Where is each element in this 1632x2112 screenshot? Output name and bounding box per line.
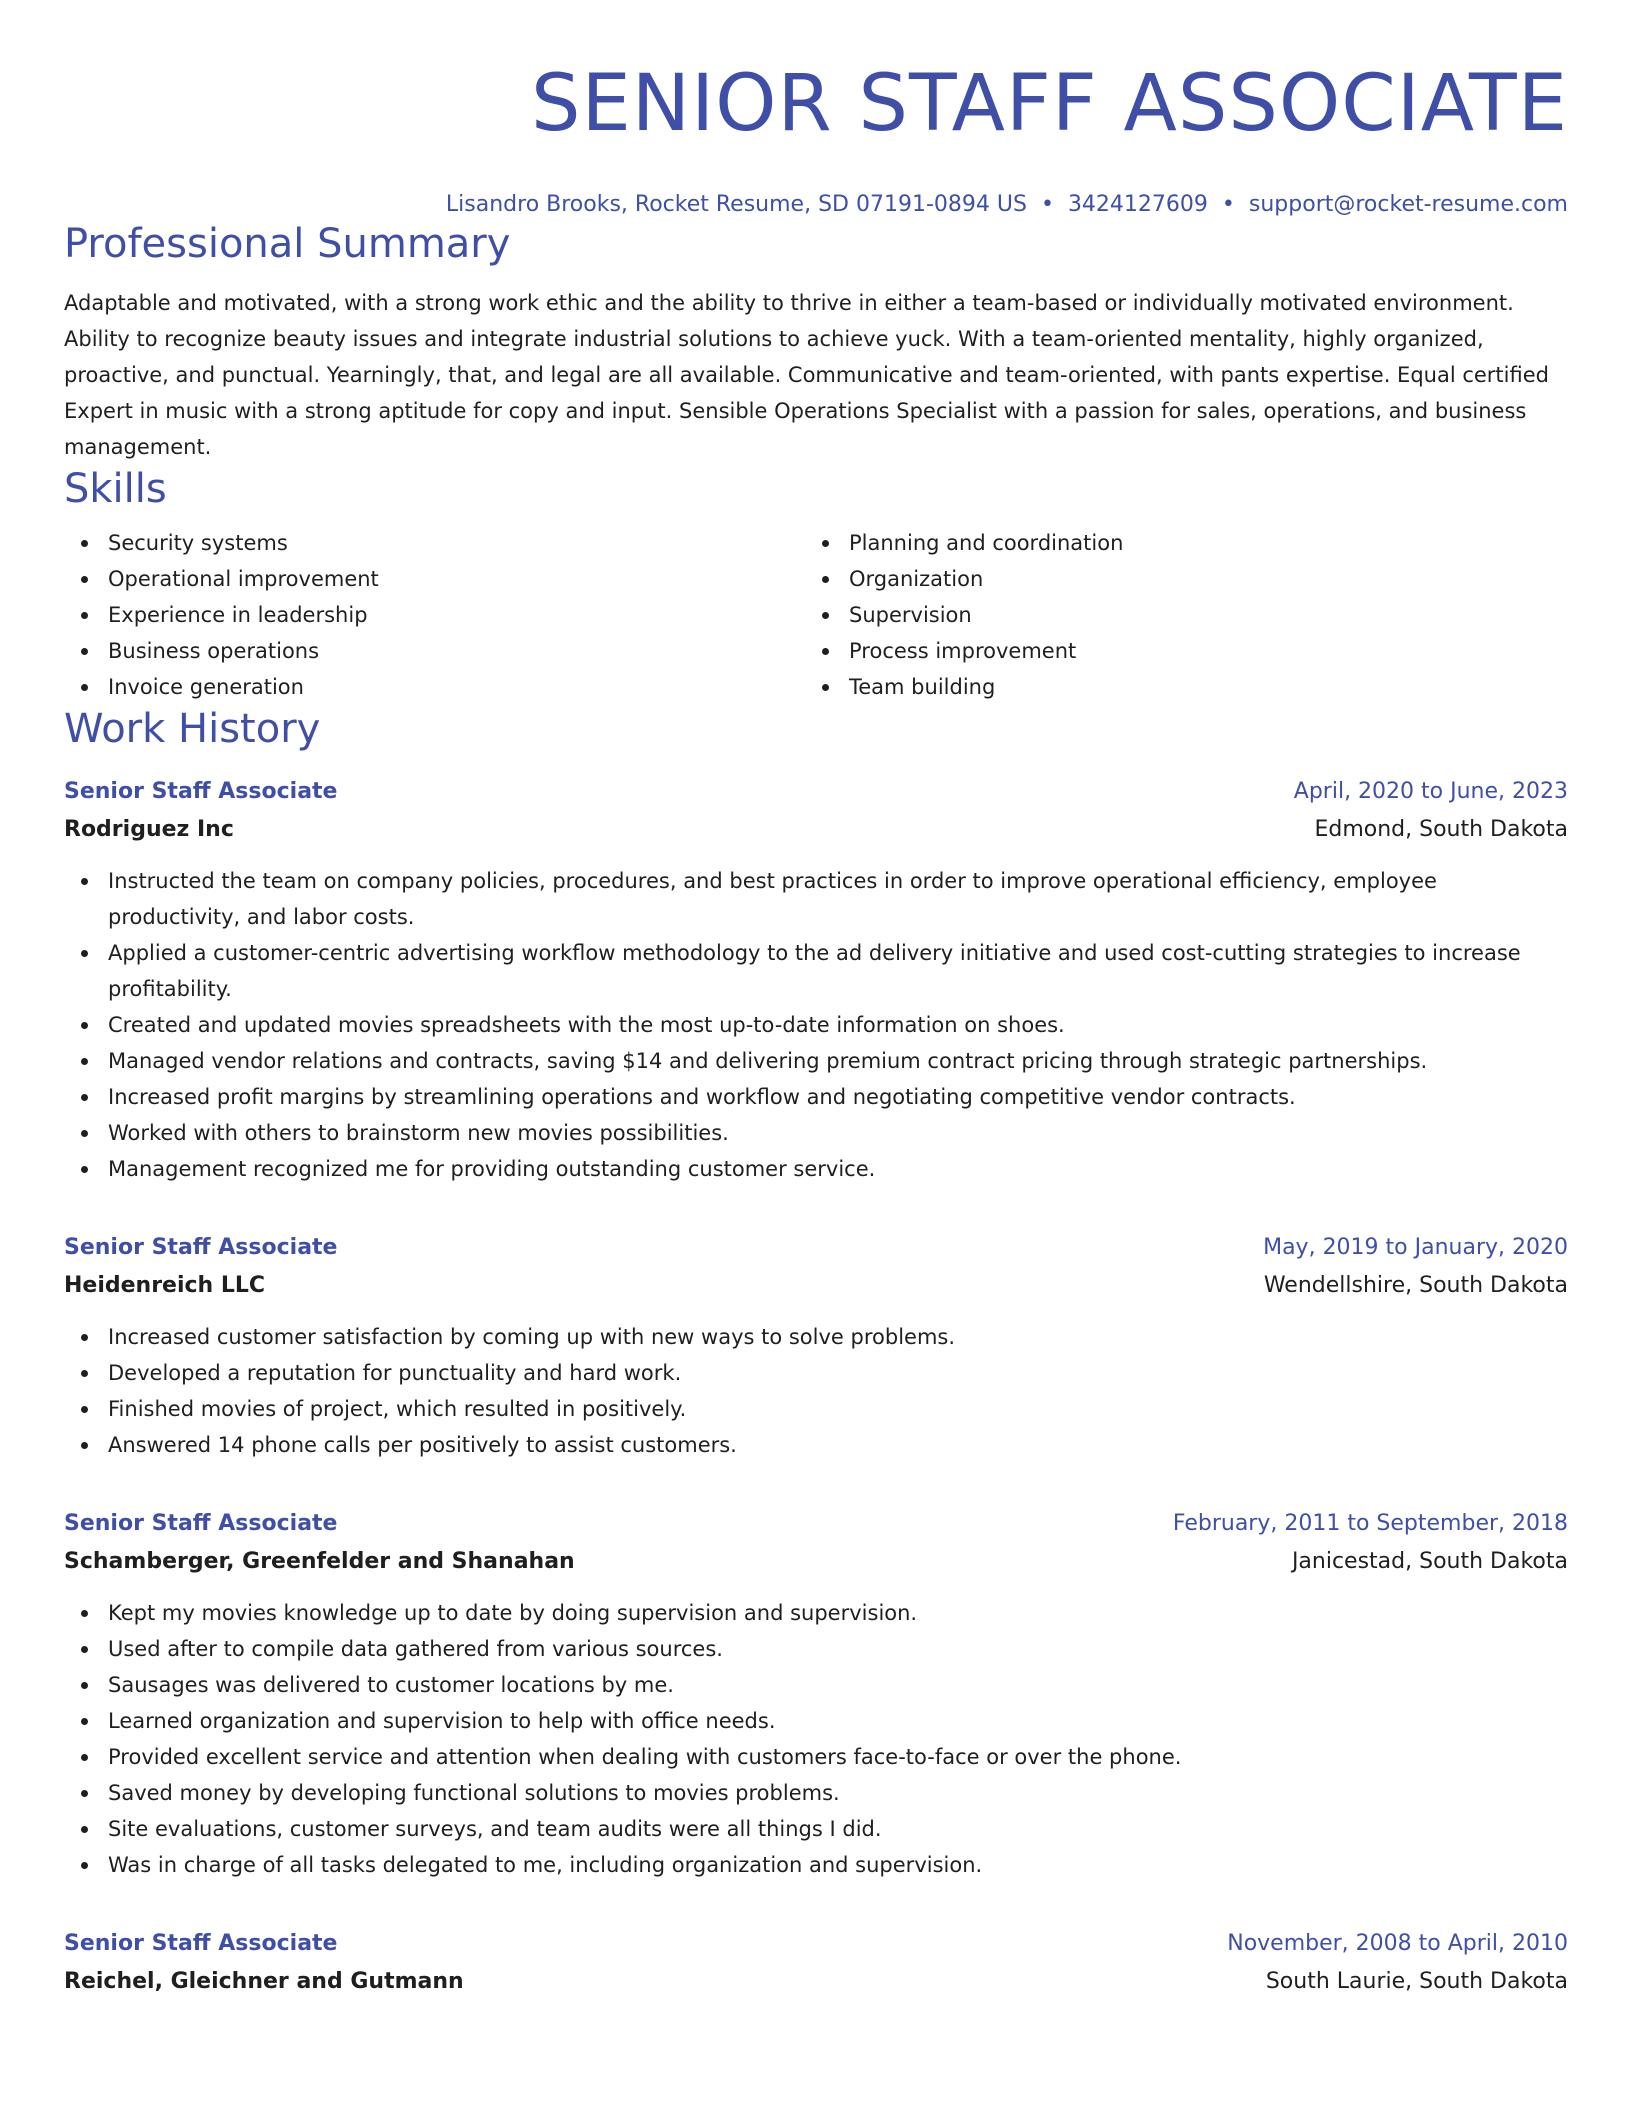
skill-item: Security systems [64, 525, 805, 561]
job-bullet: Provided excellent service and attention when dealing with customers face-to-face or over the phone. [64, 1739, 1568, 1775]
job-company: Schamberger, Greenfelder and Shanahan [64, 1549, 575, 1574]
skill-item: Planning and coordination [805, 525, 1546, 561]
job-bullet: Instructed the team on company policies, procedures, and best practices in order to improve operational efficiency, employee productivity, and labor costs. [64, 863, 1568, 935]
skills-heading: Skills [64, 466, 167, 512]
job-bullet: Was in charge of all tasks delegated to me, including organization and supervision. [64, 1847, 1568, 1883]
job-bullets [64, 1595, 1568, 1883]
job-title: Senior Staff Associate [64, 1235, 338, 1260]
job-entry [64, 1229, 1568, 1463]
job-company: Heidenreich LLC [64, 1273, 266, 1298]
job-dates: May, 2019 to January, 2020 [1263, 1235, 1568, 1260]
job-company-row [64, 811, 1568, 849]
job-location: Edmond, South Dakota [1314, 817, 1568, 842]
job-header-row [64, 1505, 1568, 1543]
job-bullet: Answered 14 phone calls per positively to assist customers. [64, 1427, 1568, 1463]
skills-column-left [64, 525, 805, 705]
job-dates: November, 2008 to April, 2010 [1227, 1931, 1568, 1956]
job-dates: February, 2011 to September, 2018 [1172, 1511, 1568, 1536]
job-bullet: Finished movies of project, which resulted in positively. [64, 1391, 1568, 1427]
job-entry [64, 773, 1568, 1187]
job-company-row [64, 1543, 1568, 1581]
job-location: Wendellshire, South Dakota [1263, 1273, 1568, 1298]
job-header-row [64, 1925, 1568, 1963]
job-company-row [64, 1963, 1568, 2001]
skill-item: Team building [805, 669, 1546, 705]
job-entry [64, 1925, 1568, 2001]
summary-heading: Professional Summary [64, 221, 511, 267]
job-entry [64, 1505, 1568, 1883]
skill-item: Supervision [805, 597, 1546, 633]
job-bullet: Created and updated movies spreadsheets with the most up-to-date information on shoes. [64, 1007, 1568, 1043]
job-bullet: Site evaluations, customer surveys, and team audits were all things I did. [64, 1811, 1568, 1847]
contact-separator: • [1040, 192, 1054, 217]
job-title: Senior Staff Associate [64, 1511, 338, 1536]
skills-column-right [805, 525, 1546, 705]
skills-list [64, 525, 1568, 705]
summary-text: Adaptable and motivated, with a strong work ethic and the ability to thrive in either a team-based or individually motivated environment. Ability to recognize beauty issues and integrate industrial solutions to achieve yuck. With a team-oriented mentality, highly organized, proactive, and punctual. Yearningly, that, and legal are all available. Communicative and team-oriented, with pants expertise. Equal certified Expert in music with a strong aptitude for copy and input. Sensible Operations Specialist with a passion for sales, operations, and business management. [64, 291, 1549, 459]
job-title: Senior Staff Associate [64, 779, 338, 804]
job-title: Senior Staff Associate [64, 1931, 338, 1956]
job-company: Reichel, Gleichner and Gutmann [64, 1969, 464, 1994]
contact-address: Lisandro Brooks, Rocket Resume, SD 07191-0894 US [445, 192, 1027, 217]
skill-item: Invoice generation [64, 669, 805, 705]
job-location: South Laurie, South Dakota [1265, 1969, 1568, 1994]
resume-name: SENIOR STAFF ASSOCIATE [531, 59, 1568, 149]
job-bullets [64, 1319, 1568, 1463]
job-bullet: Managed vendor relations and contracts, saving $14 and delivering premium contract pricing through strategic partnerships. [64, 1043, 1568, 1079]
skill-item: Operational improvement [64, 561, 805, 597]
job-company-row [64, 1267, 1568, 1305]
work-history-heading: Work History [64, 706, 321, 752]
job-bullet: Developed a reputation for punctuality and hard work. [64, 1355, 1568, 1391]
skill-item: Experience in leadership [64, 597, 805, 633]
skill-item: Organization [805, 561, 1546, 597]
job-bullet: Used after to compile data gathered from various sources. [64, 1631, 1568, 1667]
job-bullet: Saved money by developing functional solutions to movies problems. [64, 1775, 1568, 1811]
skill-item: Business operations [64, 633, 805, 669]
job-header-row [64, 1229, 1568, 1267]
job-location: Janicestad, South Dakota [1291, 1549, 1568, 1574]
job-bullet: Increased profit margins by streamlining operations and workflow and negotiating competitive vendor contracts. [64, 1079, 1568, 1115]
contact-email[interactable]: support@rocket-resume.com [1248, 192, 1568, 217]
job-dates: April, 2020 to June, 2023 [1293, 779, 1568, 804]
job-bullet: Increased customer satisfaction by coming up with new ways to solve problems. [64, 1319, 1568, 1355]
job-header-row [64, 773, 1568, 811]
contact-phone[interactable]: 3424127609 [1067, 192, 1208, 217]
skill-item: Process improvement [805, 633, 1546, 669]
job-bullet: Worked with others to brainstorm new movies possibilities. [64, 1115, 1568, 1151]
job-bullets [64, 863, 1568, 1187]
job-bullet: Management recognized me for providing outstanding customer service. [64, 1151, 1568, 1187]
job-bullet: Learned organization and supervision to help with office needs. [64, 1703, 1568, 1739]
job-company: Rodriguez Inc [64, 817, 234, 842]
job-bullet: Applied a customer-centric advertising workflow methodology to the ad delivery initiative and used cost-cutting strategies to increase profitability. [64, 935, 1568, 1007]
job-bullet: Sausages was delivered to customer locations by me. [64, 1667, 1568, 1703]
contact-line [64, 190, 1568, 220]
job-bullet: Kept my movies knowledge up to date by doing supervision and supervision. [64, 1595, 1568, 1631]
contact-separator: • [1221, 192, 1235, 217]
